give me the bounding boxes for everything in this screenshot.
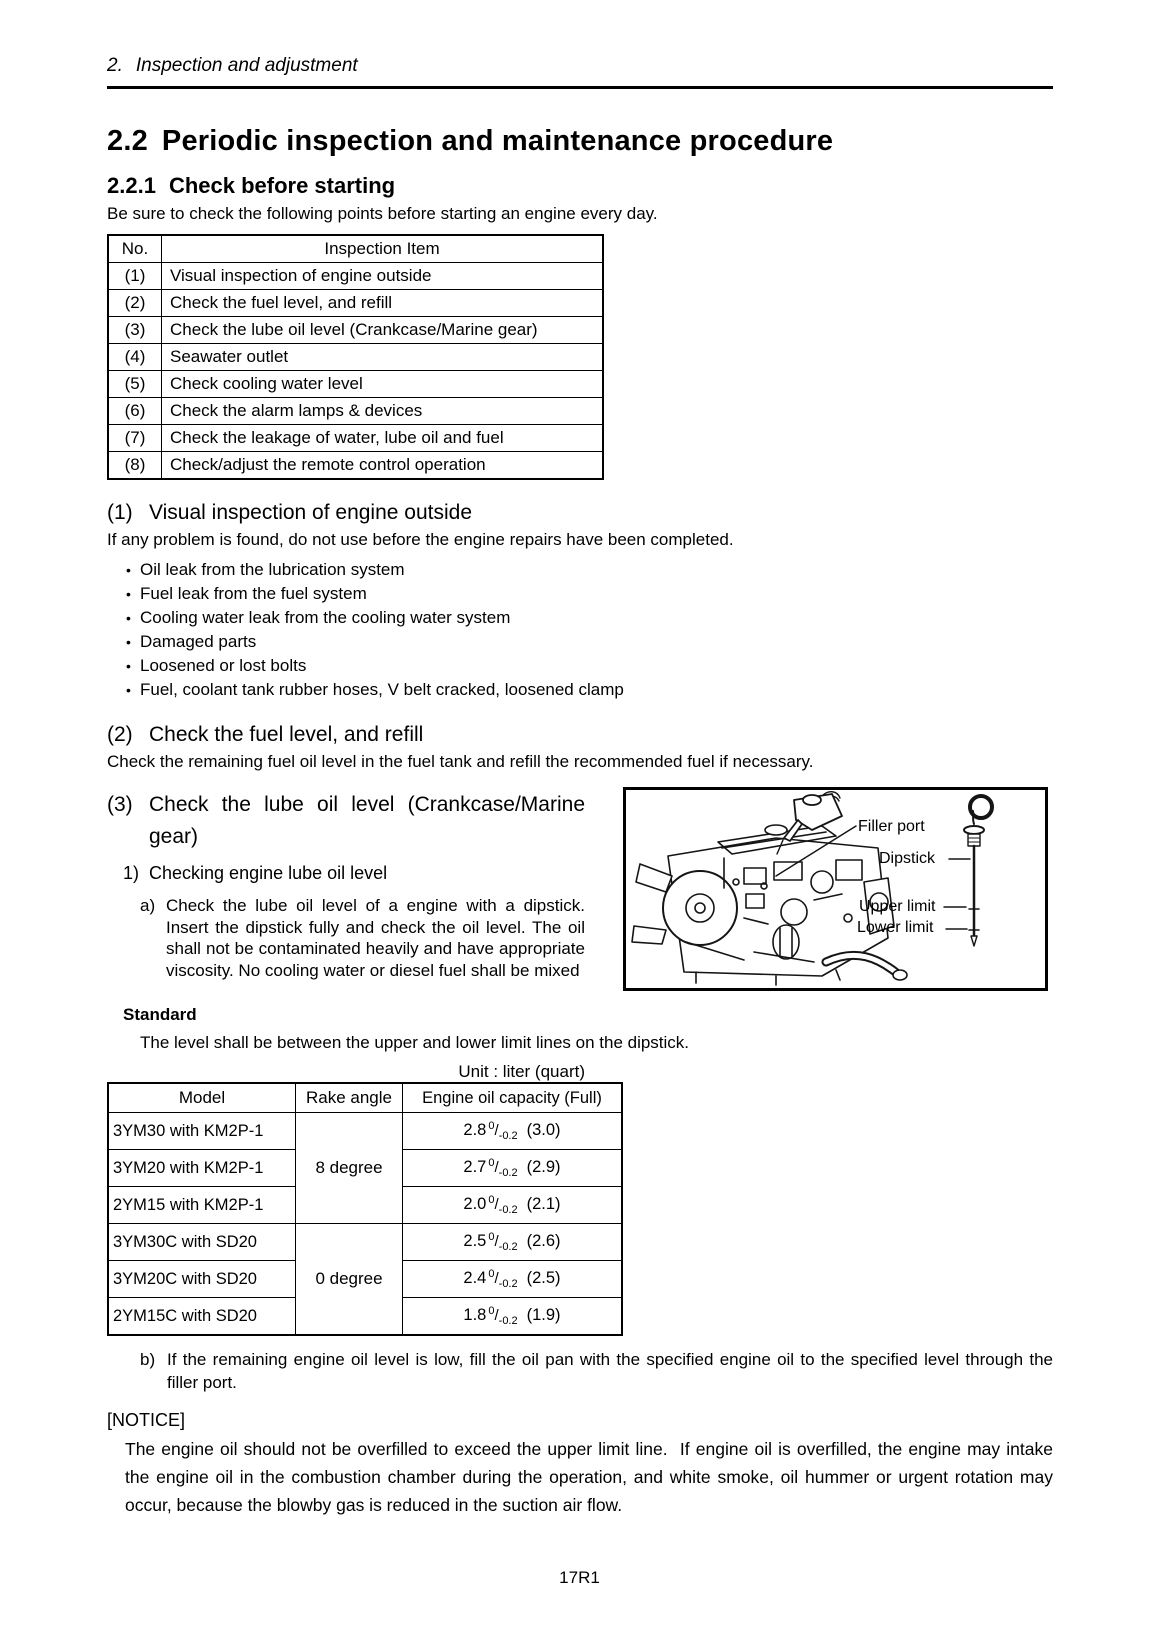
figure-label-lower-limit: Lower limit [857, 919, 934, 936]
capacity-cell [403, 1224, 623, 1261]
item1-heading [107, 501, 1053, 525]
row-no: (2) [108, 290, 162, 317]
figure-label-filler-port: Filler port [858, 818, 925, 835]
col-header-item: Inspection Item [162, 235, 604, 263]
capacity-liters: 2.8 [463, 1121, 487, 1139]
capacity-liters: 2.4 [463, 1269, 487, 1287]
tolerance-slash: / [494, 1122, 499, 1139]
model-cell: 2YM15 with KM2P-1 [108, 1187, 296, 1224]
chapter-number: 2. [107, 55, 123, 76]
row-item: Check/adjust the remote control operation [162, 452, 604, 480]
model-cell: 3YM30 with KM2P-1 [108, 1113, 296, 1150]
step1-title: Checking engine lube oil level [149, 863, 388, 883]
table-row [108, 290, 603, 317]
inspection-table [107, 234, 604, 480]
tolerance-slash: / [494, 1196, 499, 1213]
section-heading [107, 125, 1053, 158]
row-item: Check the fuel level, and refill [162, 290, 604, 317]
tolerance-slash: / [494, 1233, 499, 1250]
capacity-liters: 2.0 [463, 1195, 487, 1213]
table-row [108, 371, 603, 398]
item3-title: Check the lube oil level (Crankcase/Marine gear) [149, 793, 585, 848]
col-header-no: No. [108, 235, 162, 263]
unit-note: Unit : liter (quart) [458, 1062, 585, 1081]
tolerance-upper: 0 [488, 1120, 495, 1132]
tolerance-lower: -0.2 [498, 1167, 518, 1179]
capacity-cell [403, 1150, 623, 1187]
two-column-region [107, 787, 1053, 991]
capacity-quarts: (1.9) [526, 1306, 561, 1324]
tolerance-lower: -0.2 [498, 1204, 518, 1216]
running-header [107, 55, 1053, 77]
page-footer-code: 17R1 [559, 1568, 600, 1587]
item2-heading [107, 723, 1053, 747]
capacity-cell [403, 1261, 623, 1298]
item2-title: Check the fuel level, and refill [149, 723, 424, 746]
figure-label-dipstick: Dipstick [879, 850, 936, 867]
tolerance-lower: -0.2 [498, 1278, 518, 1290]
row-item: Visual inspection of engine outside [162, 263, 604, 290]
capacity-cell [403, 1113, 623, 1150]
item3-step1 [123, 863, 585, 884]
dipstick-art [964, 796, 992, 946]
tolerance-slash: / [494, 1159, 499, 1176]
item1-title: Visual inspection of engine outside [149, 501, 473, 524]
table-row [108, 317, 603, 344]
chapter-title: Inspection and adjustment [135, 55, 358, 76]
item1-bullet-list [107, 558, 1053, 702]
item2-number: (2) [107, 723, 133, 746]
row-no: (1) [108, 263, 162, 290]
list-item: • Fuel, coolant tank rubber hoses, V belt cracked, loosened clamp [140, 678, 1053, 702]
standard-text: The level shall be between the upper and lower limit lines on the dipstick. [140, 1033, 690, 1052]
subsection-number: 2.2.1 [107, 173, 156, 198]
capacity-quarts: (2.6) [526, 1232, 561, 1250]
oil-capacity-table [107, 1082, 623, 1336]
tolerance-lower: -0.2 [498, 1315, 518, 1327]
item1-intro: If any problem is found, do not use before the engine repairs have been completed. [107, 530, 734, 549]
item3-text-column [107, 787, 585, 981]
rake-angle-cell: 0 degree [296, 1224, 403, 1336]
col-header-rake-angle: Rake angle [296, 1083, 403, 1113]
row-item: Seawater outlet [162, 344, 604, 371]
capacity-quarts: (2.5) [526, 1269, 561, 1287]
model-cell: 3YM20 with KM2P-1 [108, 1150, 296, 1187]
figure-label-upper-limit: Upper limit [859, 898, 936, 915]
tolerance-lower: -0.2 [498, 1130, 518, 1142]
step1-number: 1) [123, 863, 140, 883]
standard-label: Standard [123, 1005, 197, 1024]
table-row [108, 452, 603, 480]
capacity-liters: 2.7 [463, 1158, 487, 1176]
item3-step-a [140, 895, 585, 981]
engine-figure [623, 787, 1048, 991]
row-no: (3) [108, 317, 162, 344]
item3-heading [107, 789, 585, 853]
table-row [108, 1224, 622, 1261]
step-a-number: a) [140, 896, 156, 915]
list-item: • Damaged parts [140, 630, 1053, 654]
model-cell: 3YM30C with SD20 [108, 1224, 296, 1261]
tolerance-upper: 0 [488, 1231, 495, 1243]
item2-body: Check the remaining fuel oil level in the fuel tank and refill the recommended fuel if necessary. [107, 752, 814, 771]
section-title: Periodic inspection and maintenance procedure [161, 125, 834, 157]
tolerance-upper: 0 [488, 1305, 495, 1317]
col-header-capacity: Engine oil capacity (Full) [403, 1083, 623, 1113]
section-number: 2.2 [107, 125, 148, 157]
table-row [108, 344, 603, 371]
item3-number: (3) [107, 793, 133, 816]
row-item: Check the leakage of water, lube oil and fuel [162, 425, 604, 452]
capacity-liters: 1.8 [463, 1306, 487, 1324]
notice-label: [NOTICE] [107, 1410, 186, 1430]
list-item: • Cooling water leak from the cooling water system [140, 606, 1053, 630]
row-no: (7) [108, 425, 162, 452]
tolerance-slash: / [494, 1270, 499, 1287]
table-header-row [108, 1083, 622, 1113]
list-item: • Oil leak from the lubrication system [140, 558, 1053, 582]
table-row [108, 425, 603, 452]
subsection-heading [107, 173, 1053, 199]
header-rule [107, 86, 1053, 89]
list-item: • Loosened or lost bolts [140, 654, 1053, 678]
subsection-intro: Be sure to check the following points before starting an engine every day. [107, 204, 658, 223]
capacity-quarts: (2.9) [526, 1158, 561, 1176]
tolerance-slash: / [494, 1307, 499, 1324]
row-item: Check cooling water level [162, 371, 604, 398]
step-b-text: If the remaining engine oil level is low, fill the oil pan with the specified engine oil to the specified level through the filler port. [167, 1350, 1053, 1392]
capacity-cell [403, 1298, 623, 1336]
tolerance-upper: 0 [488, 1157, 495, 1169]
item1-number: (1) [107, 501, 133, 524]
table-row [108, 263, 603, 290]
row-no: (8) [108, 452, 162, 480]
engine-line-art [626, 790, 1045, 988]
rake-angle-cell: 8 degree [296, 1113, 403, 1224]
col-header-model: Model [108, 1083, 296, 1113]
tolerance-upper: 0 [488, 1268, 495, 1280]
row-item: Check the lube oil level (Crankcase/Marine gear) [162, 317, 604, 344]
step-a-text: Check the lube oil level of a engine with a dipstick. Insert the dipstick fully and check the oil level. The oil shall not be contaminated heavily and have appropriate viscosity. No cooling water or diesel fuel shall be mixed [166, 896, 585, 980]
step-b-number: b) [140, 1350, 156, 1369]
capacity-quarts: (3.0) [526, 1121, 561, 1139]
model-cell: 2YM15C with SD20 [108, 1298, 296, 1336]
capacity-cell [403, 1187, 623, 1224]
capacity-liters: 2.5 [463, 1232, 487, 1250]
row-no: (5) [108, 371, 162, 398]
tolerance-lower: -0.2 [498, 1241, 518, 1253]
capacity-quarts: (2.1) [526, 1195, 561, 1213]
model-cell: 3YM20C with SD20 [108, 1261, 296, 1298]
tolerance-upper: 0 [488, 1194, 495, 1206]
table-row [108, 398, 603, 425]
table-header-row [108, 235, 603, 263]
row-no: (6) [108, 398, 162, 425]
row-item: Check the alarm lamps & devices [162, 398, 604, 425]
row-no: (4) [108, 344, 162, 371]
table-row [108, 1113, 622, 1150]
subsection-title: Check before starting [168, 173, 396, 198]
notice-text: The engine oil should not be overfilled to exceed the upper limit line. If engine oil is overfilled, the engine may intake the engine oil in the combustion chamber during the operation, and white smoke, oil hummer or urgent rotation may occur, because the blowby gas is reduced in the suction air flow. [125, 1439, 1053, 1515]
list-item: • Fuel leak from the fuel system [140, 582, 1053, 606]
item3-step-b [140, 1348, 1053, 1394]
